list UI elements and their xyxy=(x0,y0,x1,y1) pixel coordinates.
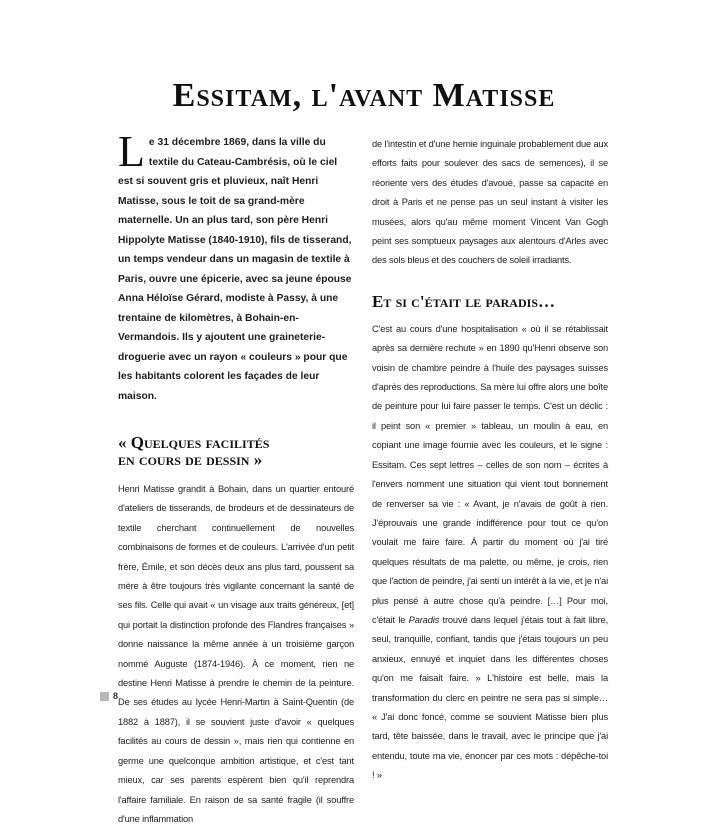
lede-paragraph xyxy=(118,127,354,406)
section2-body-italic: Paradis xyxy=(408,614,440,625)
section2-body xyxy=(372,320,608,786)
left-column xyxy=(118,127,354,829)
continuation-paragraph: de l'intestin et d'une hernie inguinale probablement due aux efforts faits pour soulever des sacs de semences), il se réoriente vers des études d'avoué, passe sa capacité en droit à Paris et ne pense pas un seul instant à visiter les musées, alors qu'au même moment Vincent Van Gogh peint ses somptueux paysages aux alentours d'Arles avec des sols bleus et des couchers de soleil irradiants. xyxy=(372,139,608,266)
section1-body: Henri Matisse grandit à Bohain, dans un quartier entouré d'ateliers de tisserands, de brodeurs et de dessinateurs de textile cherchant continuellement de nouvelles combinaisons de formes et de couleurs. L'arrivée d'un petit frère, Émile, et son décès deux ans plus tard, poussent sa mère à être toujours très vigilante concernant la santé de ses fils. Celle qui avait « un visage aux traits généreux, [et] qui portait la distinction profonde des Flandres françaises » donne naissance la même année à un troisième garçon nommé Auguste (1874-1946). À ce moment, rien ne destine Henri Matisse à prendre le chemin de la peinture. De ses études au lycée Henri-Martin à Saint-Quentin (de 1882 à 1887), il se souvient juste d'avoir « quelques facilités au cours de dessin », mais rien qui contienne en germe une quelconque ambition artistique, et c'est tant mieux, car ses parents espèrent bien qu'il reprendra l'affaire familiale. En raison de sa santé fragile (il souffre d'une inflammation xyxy=(118,484,354,824)
page-footer xyxy=(100,691,118,701)
section-title-line: en cours de dessin » xyxy=(118,450,263,469)
page-marker-icon xyxy=(100,692,109,701)
section-title-line: « Quelques facilités xyxy=(118,433,270,452)
lede-text: e 31 décembre 1869, dans la ville du textile du Cateau-Cambrésis, où le ciel est si souvent gris et pluvieux, naît Henri Matisse, sous le toit de sa grand-mère maternelle. Un an plus tard, son père Henri Hippolyte Matisse (1840-1910), fils de tisserand, un temps vendeur dans un magasin de textile à Paris, ouvre une épicerie, avec sa jeune épouse Anna Héloïse Gérard, modiste à Passy, à une trentaine de kilomètres, à Bohain-en-Vermandois. Ils y ajoutent une graineterie-droguerie avec un rayon « couleurs » pour que les habitants colorent les façades de leur maison. xyxy=(118,137,352,402)
section2-body-part1: C'est au cours d'une hospitalisation « où il se rétablissait après sa dernière rechute » en 1890 qu'Henri observe son voisin de chambre peindre à l'huile des paysages suisses d'après des reproductions. Sa mère lui offre alors une boîte de peinture pour lui faire passer le temps. C'est un déclic : il peint son « premier » tableau, un moulin à eau, en copiant une image fournie avec les couleurs, et le signe : Essitam. Ces sept lettres – celles de son nom – écrites à l'envers nomment une situation qui vient tout bonnement de renverser sa vie : « Avant, je n'avais de goût à rien. J'éprouvais une grande indifférence pour tout ce qu'on voulait me faire faire. À partir du moment où j'ai tiré quelques résultats de ma palette, ou même, je crois, rien que l'action de peindre, j'ai senti un intérêt à la vie, et je n'ai plus pensé à autre chose qu'à peindre. […] Pour moi, c'était le xyxy=(372,323,608,625)
page-number: 8 xyxy=(113,691,119,701)
section-title-quelques-facilites xyxy=(118,434,354,468)
drop-cap: L xyxy=(118,127,145,176)
page-title: Essitam, l'avant Matisse xyxy=(172,76,556,114)
right-column xyxy=(372,135,608,786)
section-title-paradis: Et si c'était le paradis… xyxy=(372,291,555,311)
section2-body-part2: trouvé dans lequel j'étais tout à fait libre, seul, tranquille, confiant, tandis que j'étais toujours un peu anxieux, ennuyé et inquiet dans les différentes choses qu'on me faisait faire. » L'histoire est belle, mais la transformation du clerc en peintre ne sera pas si simple… « J'ai donc foncé, comme se souvient Matisse bien plus tard, tête baissée, dans le travail, avec le principe que j'ai entendu, toute ma vie, énoncer par ces mots : dépêche-toi ! » xyxy=(372,614,608,781)
